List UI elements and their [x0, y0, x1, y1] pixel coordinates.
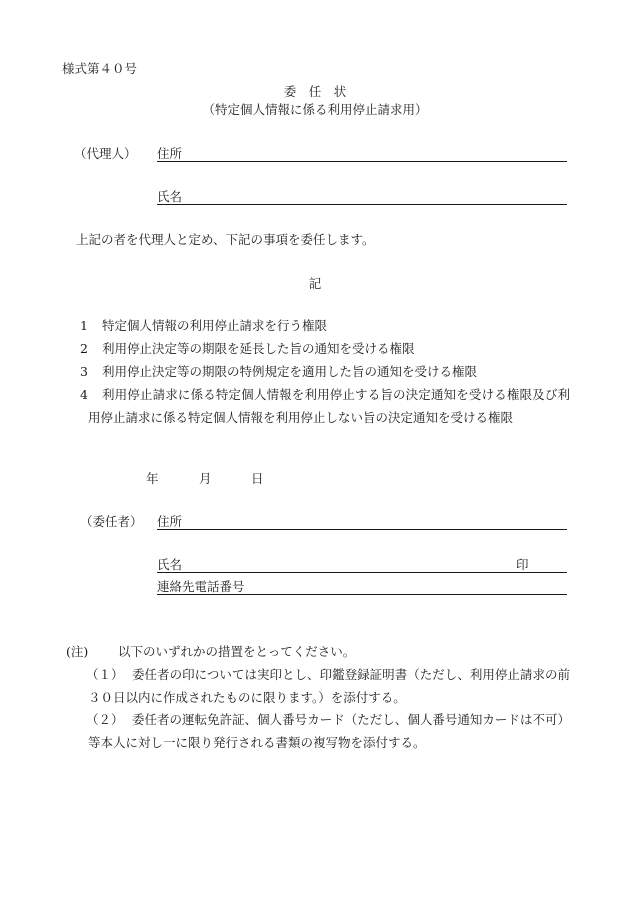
form-number: 様式第４０号 — [62, 61, 138, 76]
authority-item-3-number: 3 — [80, 364, 88, 379]
ki-heading: 記 — [308, 276, 322, 291]
agent-address-line[interactable] — [157, 161, 567, 162]
note-1-text: 委任者の印については実印とし、印鑑登録証明書（ただし、利用停止請求の前３０日以内に作成されたものに限ります。）を添付する。 — [88, 667, 570, 705]
principal-name-line[interactable] — [157, 572, 567, 573]
principal-phone-line[interactable] — [157, 594, 567, 595]
principal-name-label: 氏名 — [157, 557, 183, 572]
date-day-label: 日 — [251, 471, 264, 486]
authority-item-1-text: 特定個人情報の利用停止請求を行う権限 — [102, 318, 328, 333]
principal-address-line[interactable] — [157, 529, 567, 530]
date-month-label: 月 — [199, 471, 212, 486]
note-2-text: 委任者の運転免許証、個人番号カード（ただし、個人番号通知カードは不可）等本人に対し一に限り発行される書類の複写物を添付する。 — [88, 712, 570, 750]
notes-intro: 以下のいずれかの措置をとってください。 — [118, 644, 356, 659]
document-title: 委 任 状 — [283, 84, 347, 99]
principal-phone-label: 連絡先電話番号 — [157, 579, 245, 594]
agent-name-label: 氏名 — [157, 189, 183, 204]
principal-address-label: 住所 — [157, 514, 183, 529]
document-subtitle: （特定個人情報に係る利用停止請求用） — [202, 102, 428, 117]
principal-label: （委任者） — [80, 514, 143, 529]
authority-item-1-number: 1 — [80, 318, 88, 333]
authority-item-3-text: 利用停止決定等の期限の特例規定を適用した旨の通知を受ける権限 — [102, 364, 478, 379]
authority-item-4-text: 利用停止請求に係る特定個人情報を利用停止する旨の決定通知を受ける権限及び利用停止請求に係る特定個人情報を利用停止しない旨の決定通知を受ける権限 — [88, 387, 570, 425]
authority-item-2-text: 利用停止決定等の期限を延長した旨の通知を受ける権限 — [102, 341, 415, 356]
notes-label: (注) — [66, 644, 89, 659]
seal-mark: 印 — [516, 557, 529, 572]
agent-label: （代理人） — [74, 146, 137, 161]
agent-name-line[interactable] — [157, 204, 567, 205]
agent-address-label: 住所 — [157, 146, 183, 161]
note-1-number: （１） — [86, 667, 124, 682]
delegation-statement: 上記の者を代理人と定め、下記の事項を委任します。 — [76, 232, 375, 247]
authority-item-4-number: 4 — [80, 387, 88, 402]
date-year-label: 年 — [146, 471, 159, 486]
note-2-number: （２） — [86, 712, 124, 727]
authority-item-2-number: 2 — [80, 341, 88, 356]
